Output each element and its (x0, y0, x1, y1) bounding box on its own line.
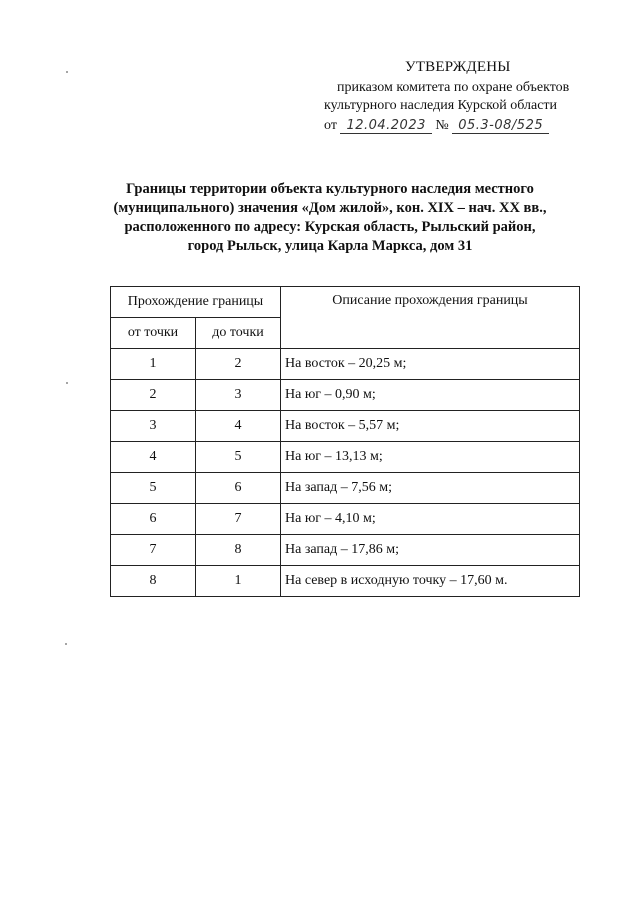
boundary-description: На запад – 17,86 м; (281, 535, 580, 566)
scan-speck (65, 643, 67, 645)
approval-line-2: культурного наследия Курской области (324, 98, 558, 113)
boundary-description: На север в исходную точку – 17,60 м. (281, 566, 580, 597)
from-point: 3 (111, 411, 196, 442)
table-row (111, 473, 580, 504)
from-point: 4 (111, 442, 196, 473)
to-point: 8 (196, 535, 281, 566)
header-to-point: до точки (196, 318, 281, 349)
from-point: 6 (111, 504, 196, 535)
header-description: Описание прохождения границы (281, 287, 580, 349)
boundary-description: На юг – 13,13 м; (281, 442, 580, 473)
header-boundary-passage: Прохождение границы (111, 287, 281, 318)
approval-date-line (324, 117, 549, 135)
title-line-2: (муниципального) значения «Дом жилой», кон. XIX – нач. XX вв., (113, 200, 547, 216)
from-point: 1 (111, 349, 196, 380)
order-date: 12.04.2023 (340, 118, 431, 134)
header-from-point: от точки (111, 318, 196, 349)
table-row (111, 411, 580, 442)
from-point: 2 (111, 380, 196, 411)
to-point: 7 (196, 504, 281, 535)
title-line-1: Границы территории объекта культурного наследия местного (126, 181, 534, 197)
boundary-description: На восток – 20,25 м; (281, 349, 580, 380)
to-point: 6 (196, 473, 281, 504)
scan-speck (66, 71, 68, 73)
boundary-description: На юг – 0,90 м; (281, 380, 580, 411)
number-prefix: № (435, 118, 449, 133)
to-point: 1 (196, 566, 281, 597)
approval-line-1: приказом комитета по охране объектов (337, 80, 570, 95)
title-line-3: расположенного по адресу: Курская область, Рыльский район, (124, 219, 536, 235)
approval-heading: УТВЕРЖДЕНЫ (405, 59, 511, 75)
document-title (100, 180, 560, 256)
to-point: 5 (196, 442, 281, 473)
order-number: 05.3-08/525 (452, 118, 549, 134)
table-row (111, 349, 580, 380)
date-prefix: от (324, 118, 337, 133)
to-point: 3 (196, 380, 281, 411)
table-row (111, 535, 580, 566)
boundary-description: На юг – 4,10 м; (281, 504, 580, 535)
to-point: 4 (196, 411, 281, 442)
table-row (111, 380, 580, 411)
table-row (111, 566, 580, 597)
to-point: 2 (196, 349, 281, 380)
title-line-4: город Рыльск, улица Карла Маркса, дом 31 (187, 238, 473, 254)
scan-speck (66, 382, 68, 384)
table-row (111, 504, 580, 535)
from-point: 5 (111, 473, 196, 504)
from-point: 7 (111, 535, 196, 566)
boundary-description: На восток – 5,57 м; (281, 411, 580, 442)
boundary-description: На запад – 7,56 м; (281, 473, 580, 504)
table-row (111, 442, 580, 473)
from-point: 8 (111, 566, 196, 597)
boundary-table (110, 286, 580, 597)
